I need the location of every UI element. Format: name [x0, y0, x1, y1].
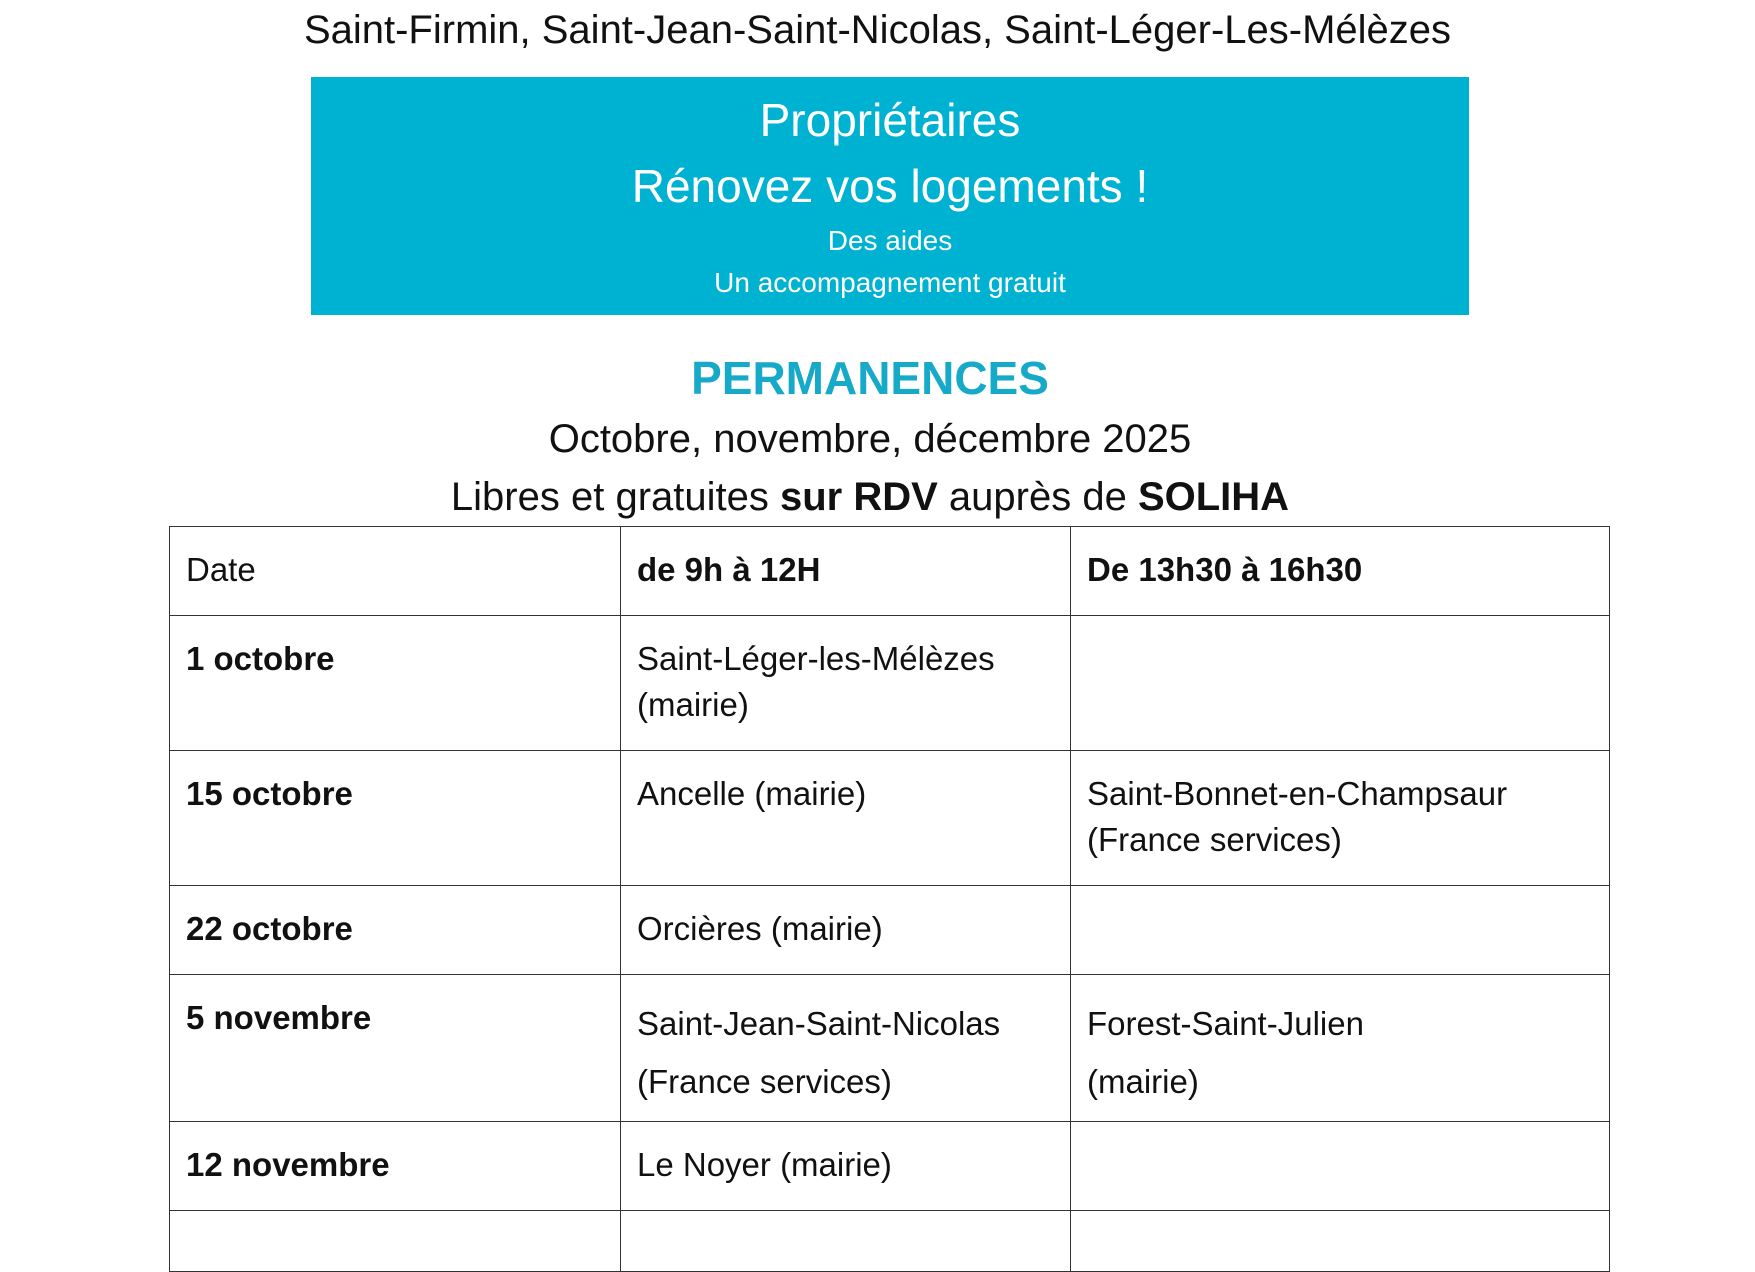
- header-morning: de 9h à 12H: [621, 527, 1071, 616]
- row-morning: [621, 975, 1071, 1122]
- communes-line: Saint-Firmin, Saint-Jean-Saint-Nicolas, Saint-Léger-Les-Mélèzes: [303, 8, 1452, 52]
- morning-venue: (France services): [637, 1063, 892, 1100]
- row-morning: [621, 751, 1071, 886]
- header-date: Date: [170, 527, 621, 616]
- table-row: [170, 975, 1610, 1122]
- morning-place: Orcières (mairie): [637, 910, 883, 947]
- morning-venue: (mairie): [637, 686, 749, 723]
- row-morning: [621, 886, 1071, 975]
- owners-banner: [311, 77, 1469, 315]
- banner-subtitle: Rénovez vos logements !: [631, 160, 1149, 212]
- row-date: 22 octobre: [170, 886, 621, 975]
- row-date: 1 octobre: [170, 616, 621, 751]
- row-afternoon: [1071, 886, 1610, 975]
- appointment-line: [0, 472, 1740, 522]
- section-title: PERMANENCES: [691, 352, 1049, 404]
- row-date: 15 octobre: [170, 751, 621, 886]
- row-afternoon: [1071, 975, 1610, 1122]
- rdv-prefix: Libres et gratuites: [450, 475, 780, 519]
- banner-title: Propriétaires: [759, 94, 1021, 146]
- rdv-bold-organization: SOLIHA: [1137, 475, 1290, 519]
- afternoon-place: Forest-Saint-Julien: [1087, 1005, 1364, 1042]
- banner-support-line: Un accompagnement gratuit: [714, 267, 1066, 298]
- afternoon-place: Saint-Bonnet-en-Champsaur: [1087, 775, 1508, 812]
- row-date: [170, 1211, 621, 1272]
- row-date: 12 novembre: [170, 1122, 621, 1211]
- table-header-row: [170, 527, 1610, 616]
- rdv-bold-appointment: sur RDV: [779, 475, 938, 519]
- morning-place: Saint-Jean-Saint-Nicolas: [637, 1005, 1001, 1042]
- row-afternoon: [1071, 751, 1610, 886]
- row-afternoon: [1071, 1211, 1610, 1272]
- table-row: [170, 616, 1610, 751]
- morning-place: Ancelle (mairie): [637, 775, 867, 812]
- afternoon-venue: (mairie): [1087, 1063, 1199, 1100]
- row-morning: [621, 1122, 1071, 1211]
- row-morning: [621, 616, 1071, 751]
- schedule-table: [169, 526, 1610, 1272]
- morning-place: Le Noyer (mairie): [637, 1146, 892, 1183]
- morning-place: Saint-Léger-les-Mélèzes: [637, 640, 995, 677]
- banner-aids-line: Des aides: [827, 225, 953, 256]
- afternoon-venue: (France services): [1087, 821, 1342, 858]
- table-row-partial: [170, 1211, 1610, 1272]
- table-row: [170, 886, 1610, 975]
- row-afternoon: [1071, 616, 1610, 751]
- header-afternoon: De 13h30 à 16h30: [1071, 527, 1610, 616]
- table-row: [170, 1122, 1610, 1211]
- row-morning: [621, 1211, 1071, 1272]
- table-row: [170, 751, 1610, 886]
- rdv-middle: auprès de: [937, 475, 1138, 519]
- row-date: 5 novembre: [170, 975, 621, 1122]
- period-text: Octobre, novembre, décembre 2025: [548, 417, 1192, 461]
- row-afternoon: [1071, 1122, 1610, 1211]
